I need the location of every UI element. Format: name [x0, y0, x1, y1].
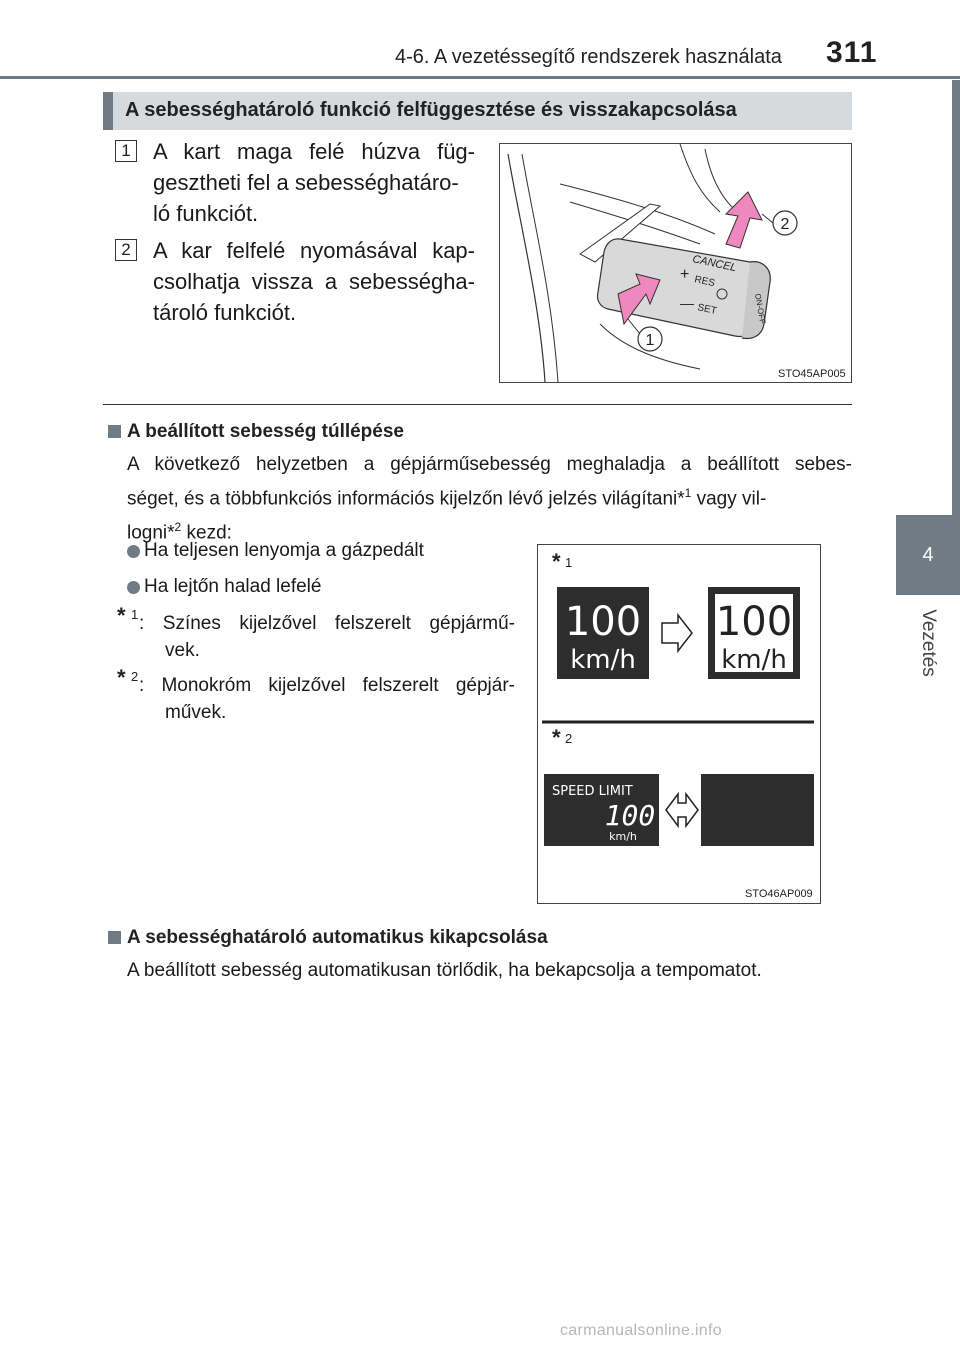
- step-1-line-1: A kart maga felé húzva füg-: [153, 139, 475, 164]
- step-1-text: [153, 136, 475, 229]
- color-unit-unlit: km/h: [570, 645, 636, 675]
- step-2-line-2: csolhatja vissza a sebességha-: [153, 269, 475, 294]
- step-1-line-2: gesztheti fel a sebességhatáro-: [153, 170, 459, 195]
- callout-1: 1: [645, 332, 655, 349]
- section-accent: [103, 92, 113, 130]
- mono-speed: 100: [604, 799, 656, 832]
- footnote-1-num: 1: [131, 607, 139, 622]
- color-speed-unlit: 100: [564, 599, 642, 645]
- exceed-line-3: logni*$^2$ kezd:: [127, 520, 232, 544]
- label-cancel: CANCEL: [691, 253, 738, 275]
- footnote-2-text: : Monokróm kijelzővel felszerelt gépjár- művek.: [139, 675, 515, 723]
- exceed-line-1: A következő helyzetben a gépjárműsebesség meghaladja a beállított sebes-: [127, 454, 852, 475]
- footnote-2-mark: *: [117, 665, 126, 690]
- heading-square-icon-2: [108, 931, 121, 944]
- color-unit-lit: km/h: [721, 645, 787, 675]
- heading-square-icon: [108, 425, 121, 438]
- bullet-dot-1: [127, 545, 140, 558]
- footnote-2-num: 2: [131, 669, 139, 684]
- figure-code-1: STO45AP005: [778, 368, 846, 380]
- step-number-1: 1: [115, 140, 137, 162]
- double-arrow-icon: [666, 794, 698, 826]
- section-title: A sebességhatároló funkció felfüggesztése és visszakapcsolása: [125, 99, 737, 121]
- figure-code-2: STO46AP009: [745, 888, 813, 900]
- display-figure: [537, 544, 821, 904]
- arrow-right-icon: [662, 615, 692, 651]
- fig-star-1-num: 1: [565, 555, 573, 570]
- label-minus: —: [680, 295, 694, 311]
- mono-indicator-off: [701, 774, 814, 846]
- mono-unit: km/h: [609, 830, 637, 843]
- step-1-line-3: ló funkciót.: [153, 201, 259, 226]
- label-onoff: ON-OFF: [753, 292, 768, 325]
- step-number-2: 2: [115, 239, 137, 261]
- header-rule: [0, 76, 960, 79]
- bullet-dot-2: [127, 581, 140, 594]
- arrow-up-icon: [726, 192, 762, 248]
- fig-star-2: *: [552, 725, 561, 750]
- step-2-line-3: tároló funkciót.: [153, 300, 297, 325]
- fig-star-1: *: [552, 549, 561, 574]
- lever-illustration: [500, 144, 853, 384]
- fig-star-2-num: 2: [565, 731, 573, 746]
- exceed-heading: A beállított sebesség túllépése: [127, 421, 404, 442]
- display-illustration: [538, 545, 822, 905]
- running-header: 4-6. A vezetéssegítő rendszerek használata: [395, 46, 782, 68]
- chapter-label: [896, 598, 960, 688]
- footnote-1-mark: *: [117, 603, 126, 628]
- bullet-1: Ha teljesen lenyomja a gázpedált: [144, 540, 424, 561]
- step-2-text: [153, 235, 475, 328]
- step-2-line-1: A kar felfelé nyomásával kap-: [153, 238, 475, 263]
- label-res: RES: [693, 274, 716, 290]
- label-set: SET: [696, 302, 718, 317]
- exceed-line-2: séget, és a többfunkciós információs kijelzőn lévő jelzés világítani*$^1$ vagy vil-: [127, 486, 767, 510]
- mono-speed-limit-label: SPEED LIMIT: [552, 784, 633, 799]
- exceed-paragraph: [127, 450, 852, 548]
- bullet-2: Ha lejtőn halad lefelé: [144, 576, 322, 597]
- color-speed-lit: 100: [715, 599, 793, 645]
- lever-figure: [499, 143, 852, 383]
- auto-off-text: A beállított sebesség automatikusan törlődik, ha bekapcsolja a tempomatot.: [127, 960, 762, 981]
- watermark: carmanualsonline.info: [560, 1322, 722, 1339]
- footnote-1-text: : Színes kijelzővel felszerelt gépjármű- vek.: [139, 613, 515, 661]
- divider-rule: [103, 404, 852, 405]
- chapter-tab: 4: [896, 515, 960, 595]
- auto-off-heading: A sebességhatároló automatikus kikapcsolása: [127, 927, 548, 948]
- page-number: 311: [826, 36, 878, 69]
- callout-2: 2: [780, 216, 790, 233]
- chapter-label-text: Vezetés: [918, 609, 939, 677]
- label-plus: +: [680, 266, 690, 283]
- section-title-bar: [103, 92, 852, 130]
